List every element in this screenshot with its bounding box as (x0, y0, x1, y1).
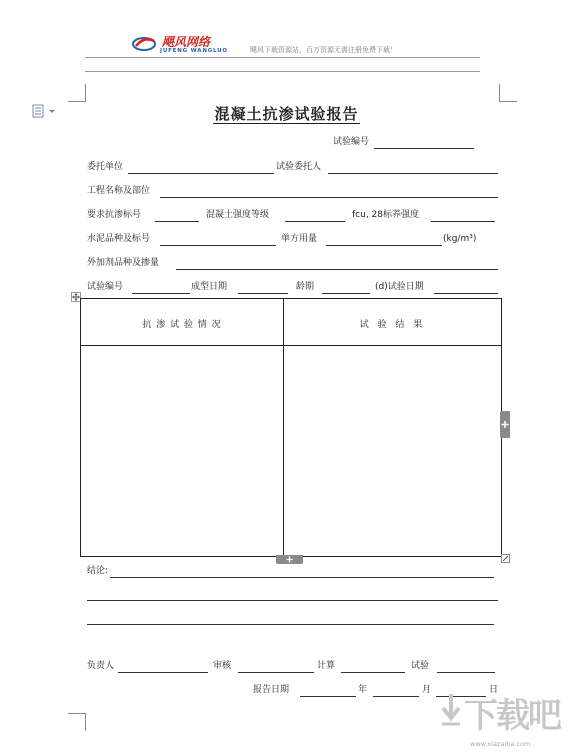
test-label: 试验 (411, 661, 430, 671)
project-label: 工程名称及部位 (87, 186, 151, 196)
responsible-field[interactable] (118, 672, 208, 673)
concrete-grade-label: 混凝土强度等级 (206, 210, 270, 220)
watermark-text: 下载吧 (464, 696, 560, 736)
cement-label: 水泥品种及标号 (87, 234, 151, 244)
trial-client-label: 试验委托人 (276, 162, 322, 172)
table-resize-handle-icon[interactable] (501, 554, 510, 563)
report-month-label: 月 (422, 685, 432, 695)
logo-english-text: JUFENG WANGLUO (160, 48, 228, 54)
report-month-field[interactable] (373, 696, 419, 697)
required-grade-field[interactable] (155, 221, 199, 222)
responsible-label: 负责人 (87, 661, 115, 671)
conclusion-label: 结论: (87, 566, 109, 576)
conclusion-line-1[interactable] (110, 577, 494, 578)
watermark (440, 688, 568, 748)
add-row-handle[interactable] (276, 555, 303, 564)
forming-date-label: 成型日期 (191, 282, 228, 292)
review-field[interactable] (238, 672, 314, 673)
client-unit-label: 委托单位 (87, 162, 124, 172)
unit-dosage-unit: (kg/m³) (443, 234, 477, 244)
unit-dosage-label: 单方用量 (281, 234, 318, 244)
conclusion-line-2[interactable] (87, 600, 498, 601)
sample-no-field[interactable] (132, 293, 190, 294)
trial-no-field[interactable] (374, 148, 474, 149)
plus-icon (500, 411, 510, 438)
review-label: 审核 (213, 661, 232, 671)
project-field[interactable] (160, 197, 498, 198)
fcu-label: fcu, 28标养强度 (352, 210, 419, 220)
logo-swoosh-icon (132, 34, 158, 54)
concrete-grade-field[interactable] (285, 221, 345, 222)
admixture-label: 外加剂品种及掺量 (87, 258, 160, 268)
age-field[interactable] (322, 293, 370, 294)
table-header-test-result: 试 验 结 果 (359, 320, 426, 330)
report-day-label: 日 (489, 685, 499, 695)
table-cell-result[interactable] (284, 346, 501, 556)
trial-no-label: 试验编号 (333, 137, 370, 147)
test-date-field[interactable] (434, 293, 498, 294)
report-date-label: 报告日期 (253, 685, 290, 695)
fcu-field[interactable] (431, 221, 495, 222)
calc-label: 计算 (317, 661, 336, 671)
test-field[interactable] (437, 672, 495, 673)
calc-field[interactable] (341, 672, 405, 673)
watermark-url: www.xiazaiba.com (470, 740, 531, 748)
trial-client-field[interactable] (328, 173, 498, 174)
cement-field[interactable] (160, 245, 276, 246)
client-unit-field[interactable] (128, 173, 274, 174)
add-column-handle[interactable] (500, 411, 510, 438)
site-logo (132, 34, 242, 56)
table-cell-situation[interactable] (81, 346, 283, 556)
header-slogan: 飓风下载资源站，百万资源无需注册免费下载！ (250, 46, 397, 54)
report-year-field[interactable] (300, 696, 356, 697)
plus-icon (276, 555, 303, 564)
document-title: 混凝土抗渗试验报告 (214, 105, 359, 123)
forming-date-field[interactable] (238, 293, 288, 294)
table-header-test-situation: 抗 渗 试 验 情 况 (142, 320, 222, 330)
test-date-label: (d)试验日期 (375, 282, 424, 292)
conclusion-line-3[interactable] (87, 624, 494, 625)
logo-chinese-text: 飓风网络 (162, 35, 211, 49)
admixture-field[interactable] (176, 269, 498, 270)
header-rule-bottom (85, 71, 480, 72)
report-year-label: 年 (358, 685, 368, 695)
unit-dosage-field[interactable] (326, 245, 442, 246)
test-table (80, 298, 502, 557)
age-label: 龄期 (296, 282, 315, 292)
required-grade-label: 要求抗渗标号 (87, 210, 142, 220)
sample-no-label: 试验编号 (87, 282, 124, 292)
watermark-download-icon (440, 692, 462, 728)
header-rule-top (85, 57, 480, 58)
